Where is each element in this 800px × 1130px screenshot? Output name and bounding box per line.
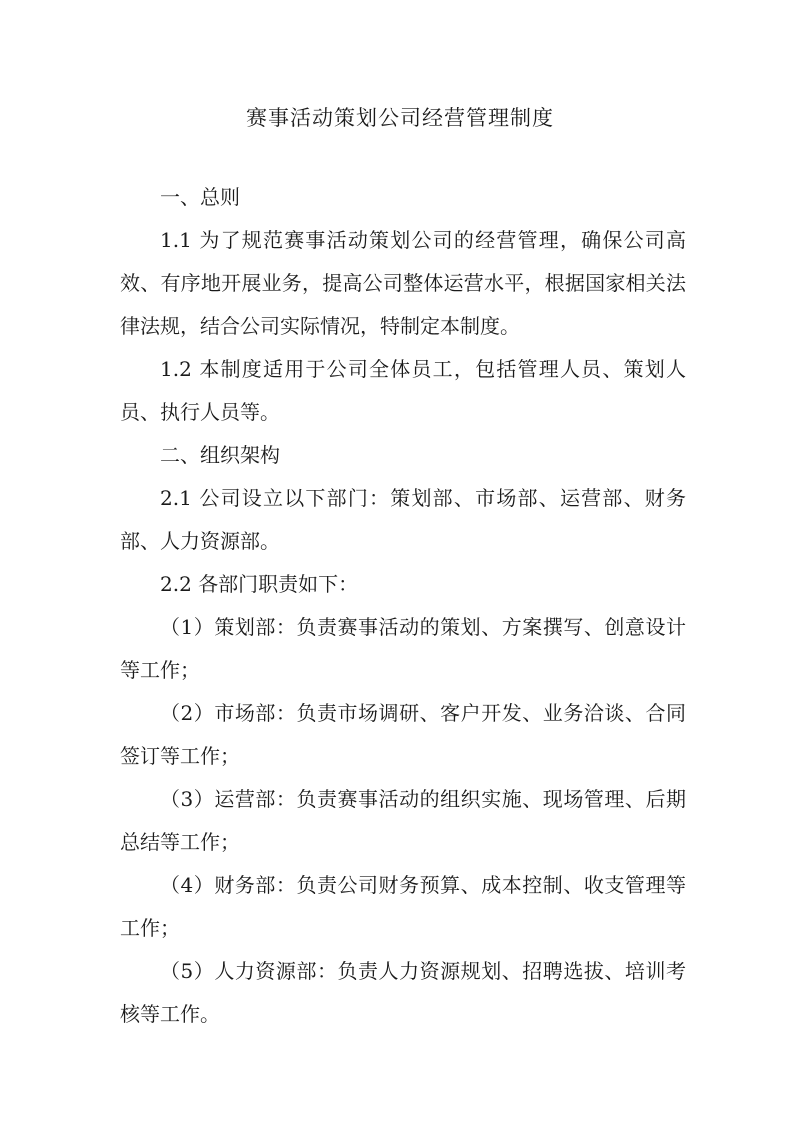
section-heading-general: 一、总则 (160, 185, 240, 209)
duty-item-hr: （5）人力资源部：负责人力资源规划、招聘选拔、培训考核等工作。 (120, 959, 686, 1026)
clause-1-2: 1.2 本制度适用于公司全体员工，包括管理人员、策划人员、执行人员等。 (120, 357, 686, 424)
clause-2-1: 2.1 公司设立以下部门：策划部、市场部、运营部、财务部、人力资源部。 (120, 486, 686, 553)
clause-1-1: 1.1 为了规范赛事活动策划公司的经营管理，确保公司高效、有序地开展业务，提高公司整体运营水平，根据国家相关法律法规，结合公司实际情况，特制定本制度。 (120, 228, 686, 338)
duty-item-marketing: （2）市场部：负责市场调研、客户开发、业务洽谈、合同签订等工作； (120, 701, 686, 768)
document-title: 赛事活动策划公司经营管理制度 (246, 106, 554, 130)
duty-item-operations: （3）运营部：负责赛事活动的组织实施、现场管理、后期总结等工作； (120, 787, 686, 854)
section-heading-organization: 二、组织架构 (160, 443, 280, 467)
document-body (120, 176, 686, 1036)
duty-item-planning: （1）策划部：负责赛事活动的策划、方案撰写、创意设计等工作； (120, 615, 686, 682)
clause-2-2: 2.2 各部门职责如下： (160, 572, 359, 596)
duty-item-finance: （4）财务部：负责公司财务预算、成本控制、收支管理等工作； (120, 873, 686, 940)
